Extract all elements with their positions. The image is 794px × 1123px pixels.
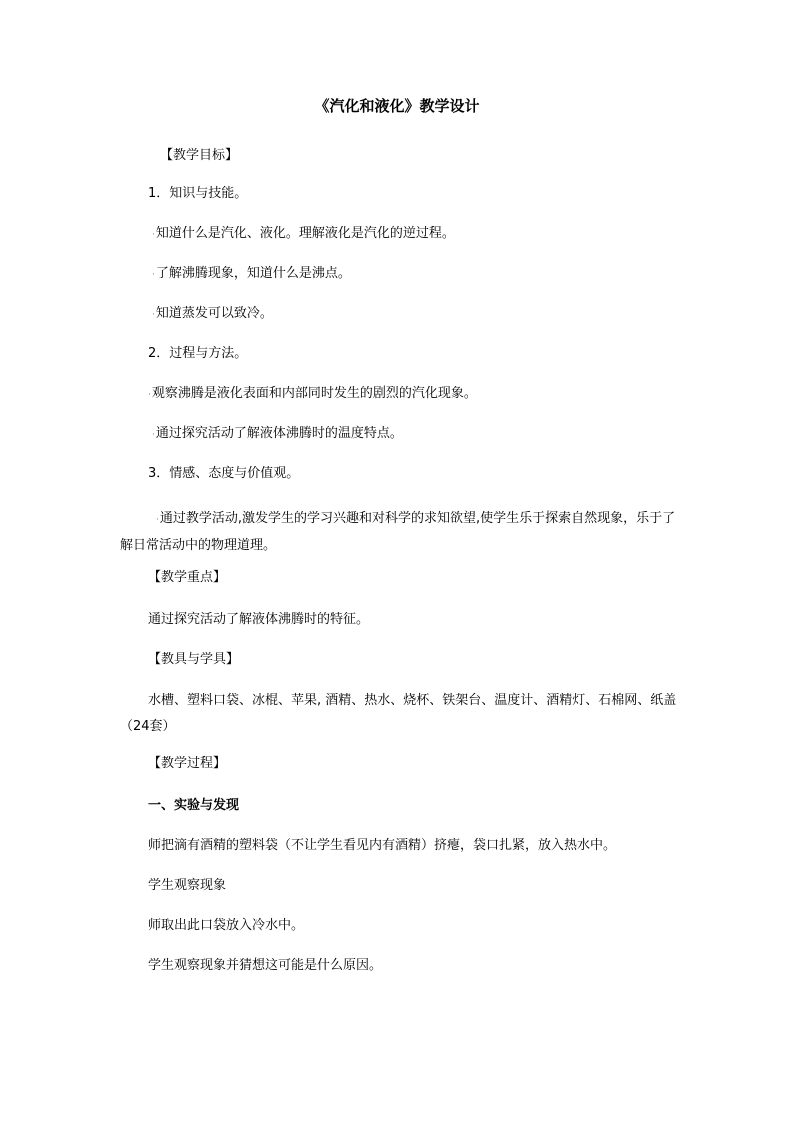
page-title: 《汽化和液化》教学设计 xyxy=(314,97,480,115)
section1-heading: 一、实验与发现 xyxy=(148,798,240,813)
tools-heading: 【教具与学具】 xyxy=(148,652,240,667)
focus-text: 通过探究活动了解液体沸腾时的特征。 xyxy=(148,612,370,627)
section1-item-3: 师取出此口袋放入冷水中。 xyxy=(148,918,305,933)
section1-item-2: 学生观察现象 xyxy=(148,878,227,893)
section1-item-1: 师把滴有酒精的塑料袋（不让学生看见内有酒精）挤瘪，袋口扎紧，放入热水中。 xyxy=(148,838,617,853)
goals-heading: 【教学目标】 xyxy=(160,148,239,163)
process-item-2: · 通过探究活动了解液体沸腾时的温度特点。 xyxy=(152,424,403,445)
attitude-paragraph: · 通过教学活动,激发学生的学习兴趣和对科学的求知欲望,使学生乐于探索自然现象，乐于了解日常活动中的物理道理。 xyxy=(120,506,680,559)
focus-heading: 【教学重点】 xyxy=(148,570,227,585)
attitude-heading: 3．情感、态度与价值观。 xyxy=(148,466,300,481)
knowledge-item-2: · 了解沸腾现象，知道什么是沸点。 xyxy=(152,264,351,285)
process-heading: 2．过程与方法。 xyxy=(148,346,248,361)
knowledge-item-3: · 知道蒸发可以致冷。 xyxy=(152,304,273,325)
knowledge-item-1: · 知道什么是汽化、液化。理解液化是汽化的逆过程。 xyxy=(152,224,455,245)
knowledge-heading: 1．知识与技能。 xyxy=(148,186,248,201)
section1-item-4: 学生观察现象并猜想这可能是什么原因。 xyxy=(148,958,383,973)
process-item-1: · 观察沸腾是液化表面和内部同时发生的剧烈的汽化现象。 xyxy=(148,384,477,405)
process-main-heading: 【教学过程】 xyxy=(148,756,227,771)
tools-paragraph: 水槽、塑料口袋、冰棍、苹果, 酒精、热水、烧杯、铁架台、温度计、酒精灯、石棉网、纸盖（24套） xyxy=(120,693,677,734)
